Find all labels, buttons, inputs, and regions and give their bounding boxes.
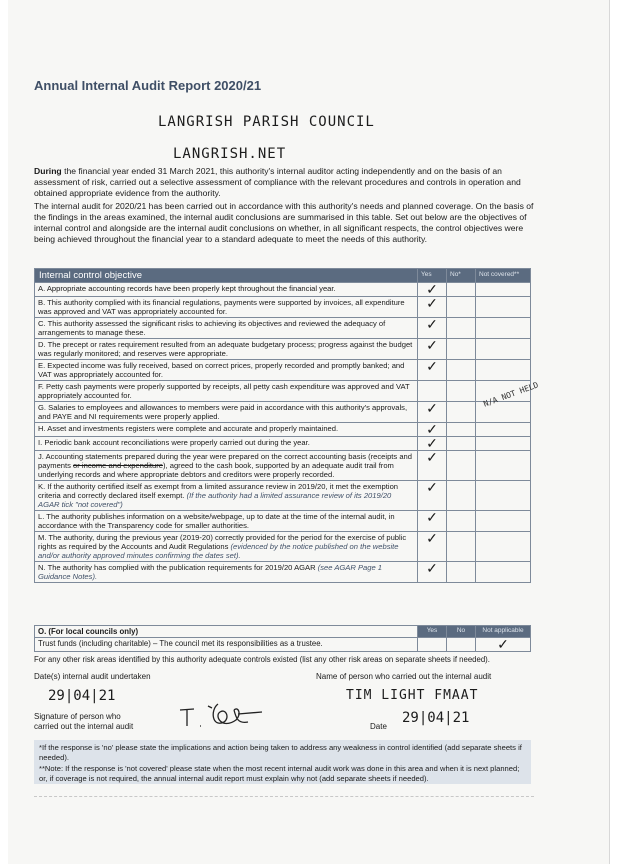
table-row [35,283,531,297]
handwritten-auditor-name: TIM LIGHT FMAAT [346,688,479,703]
guidance-note: (evidenced by the notice published on the website and/or authority approved minutes confirming the dates set). [38,542,399,560]
table-row [35,451,531,481]
yes-tick: ✓ [418,318,447,339]
objective-text: D. The precept or rates requirement resulted from an adequate budgetary process; progress against the budget was regularly monitored; and reserves were appropriate. [35,339,418,360]
table-row [35,297,531,318]
yes-tick: ✓ [418,511,447,532]
label-signature: Signature of person who carried out the internal audit [34,712,134,731]
objective-text: K. If the authority certified itself as exempt from a limited assurance review in 2019/20, it met the exemption criteria and correctly declared itself exempt. (If the authority had a limited assurance review of its 2019/20 AGAR tick "not covered") [35,481,418,511]
yes-tick: ✓ [418,451,447,481]
table-row [35,437,531,451]
table-row [35,562,531,583]
footer-divider [34,796,534,798]
handwritten-date-undertaken: 29|04|21 [48,688,116,704]
footnotes-box [34,740,531,784]
objective-text: H. Asset and investments registers were complete and accurate and properly maintained. [35,423,418,437]
auditor-signature [178,700,278,736]
local-header-yes: Yes [418,626,447,638]
objective-text: C. This authority assessed the significant risks to achieving its objectives and reviewed the adequacy of arrangements to manage these. [35,318,418,339]
handwritten-margin-note: N/A NOT HELD [482,380,540,409]
yes-tick: ✓ [418,360,447,381]
header-objective: Internal control objective [35,269,418,283]
internal-control-table [34,268,531,583]
header-yes: Yes [418,269,447,283]
struck-text: or income and expenditure [73,461,163,470]
footnote-2: **Note: If the response is 'not covered' please state when the most recent internal audit work was done in this area and when it is next planned; or, if coverage is not required, the annual internal audit report must explain why not (add separate sheets if needed). [39,764,520,783]
table-row [35,626,531,638]
handwritten-council-name: LANGRISH PARISH COUNCIL [158,114,375,130]
yes-tick: ✓ [418,283,447,297]
table-row [35,318,531,339]
table-row [35,532,531,562]
yes-tick: ✓ [418,481,447,511]
yes-tick: ✓ [418,339,447,360]
yes-tick: ✓ [418,562,447,583]
table-row [35,339,531,360]
handwritten-signature-date: 29|04|21 [402,710,470,726]
local-heading: O. (For local councils only) [35,626,418,638]
header-no: No* [447,269,476,283]
na-tick: ✓ [476,638,531,652]
local-councils-table [34,625,531,652]
intro-p1: the financial year ended 31 March 2021, this authority's internal auditor acting independently and on the basis of an assessment of risk, carried out a selective assessment of compliance with the relevant procedures and controls in operation and obtained appropriate evidence from the authority. [34,166,521,198]
local-header-na: Not applicable [476,626,531,638]
intro-paragraph-1 [34,166,534,199]
table-row [35,481,531,511]
label-name-person: Name of person who carried out the internal audit [316,672,492,681]
objective-text: G. Salaries to employees and allowances to members were paid in accordance with this authority's approvals, and PAYE and NI requirements were properly applied. [35,402,418,423]
objective-text: F. Petty cash payments were properly supported by receipts, all petty cash expenditure was approved and VAT appropriately accounted for. [35,381,418,402]
guidance-note: (see AGAR Page 1 Guidance Notes). [38,563,383,581]
table-row [35,360,531,381]
objective-text: I. Periodic bank account reconciliations were properly carried out during the year. [35,437,418,451]
header-not-covered: Not covered** [476,269,531,283]
objective-text: B. This authority complied with its financial regulations, payments were supported by invoices, all expenditure was approved and VAT was appropriately accounted for. [35,297,418,318]
table-row [35,511,531,532]
yes-tick: ✓ [418,402,447,423]
yes-tick: ✓ [418,437,447,451]
handwritten-website: LANGRISH.NET [173,146,287,162]
intro-paragraph-2: The internal audit for 2020/21 has been carried out in accordance with this authority's needs and planned coverage. On the basis of the findings in the areas examined, the internal audit conclusions are summarised in this table. Set out below are the objectives of internal control and alongside are the internal audit conclusions on whether, in all significant respects, the control objectives were being achieved throughout the financial year to a standard adequate to meet the needs of this authority. [34,201,534,244]
table-row [35,381,531,402]
table-header-row [35,269,531,283]
objective-text: L. The authority publishes information on a website/webpage, up to date at the time of the internal audit, in accordance with the Transparency code for smaller authorities. [35,511,418,532]
yes-tick: ✓ [418,532,447,562]
objective-text: M. The authority, during the previous year (2019-20) correctly provided for the period for the exercise of public rights as required by the Accounts and Audit Regulations (evidenced by the notice published on the website and/or authority approved minutes confirming the dates set). [35,532,418,562]
label-date: Date [370,722,387,731]
label-dates-undertaken: Date(s) internal audit undertaken [34,672,151,681]
page-title: Annual Internal Audit Report 2020/21 [34,78,262,93]
objective-text: N. The authority has complied with the publication requirements for 2019/20 AGAR (see AGAR Page 1 Guidance Notes). [35,562,418,583]
document-page [8,0,609,864]
objective-text: A. Appropriate accounting records have been properly kept throughout the financial year. [35,283,418,297]
table-row [35,423,531,437]
yes-tick: ✓ [418,297,447,318]
objective-text: J. Accounting statements prepared during the year were prepared on the correct accounting basis (receipts and payments or income and expenditure), agreed to the cash book, supported by an adequate audit trail from underlying records and where appropriate debtors and creditors were properly recorded. [35,451,418,481]
table-row [35,638,531,652]
local-text: Trust funds (including charitable) – The council met its responsibilities as a trustee. [35,638,418,652]
intro-text [34,166,534,247]
yes-tick: ✓ [418,423,447,437]
other-risk-text: For any other risk areas identified by this authority adequate controls existed (list any other risk areas on separate sheets if needed). [34,655,490,664]
guidance-note: (If the authority had a limited assurance review of its 2019/20 AGAR tick "not covered") [38,491,392,509]
footnote-1: *If the response is 'no' please state the implications and action being taken to address any weakness in control identified (add separate sheets if needed). [39,743,522,762]
intro-lead: During [34,166,62,176]
local-header-no: No [447,626,476,638]
table-row [35,402,531,423]
objective-text: E. Expected income was fully received, based on correct prices, properly recorded and promptly banked; and VAT was appropriately accounted for. [35,360,418,381]
